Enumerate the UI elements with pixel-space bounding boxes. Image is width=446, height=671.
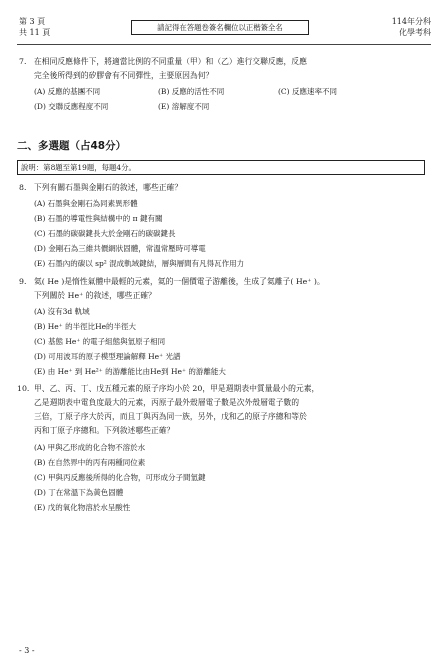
option-d: (D) 金剛石為三維共價網狀固體，常溫常壓時可導電 <box>34 244 206 253</box>
question-number: 9. <box>19 277 27 286</box>
subject-label: 化學考科 <box>399 28 431 37</box>
option-b: (B) 在自然界中的丙有兩種同位素 <box>34 458 146 467</box>
exam-year-label: 114年分科 <box>391 17 431 26</box>
option-b: (B) 反應的活性不同 <box>158 87 225 96</box>
question-stem-line: 甲、乙、丙、丁、戊五種元素的原子序均小於 20，甲是週期表中質量最小的元素， <box>34 384 320 393</box>
header-divider <box>17 44 431 45</box>
option-c: (C) 石墨的碳碳鍵長大於金剛石的碳碳鍵長 <box>34 229 176 238</box>
option-c: (C) 反應速率不同 <box>278 87 337 96</box>
option-a: (A) 反應的基團不同 <box>34 87 101 96</box>
option-e: (E) 溶解度不同 <box>158 102 210 111</box>
option-d: (D) 可用波耳的原子模型理論解釋 He⁺ 光譜 <box>34 352 181 361</box>
question-number: 10. <box>17 384 30 393</box>
option-e: (E) 由 He⁺ 到 He²⁺ 的游離能比由He到 He⁺ 的游離能大 <box>34 367 226 376</box>
question-stem-line: 完全後所得到的矽膠會有不同彈性，主要原因為何？ <box>34 71 214 80</box>
footer-page-number: - 3 - <box>19 646 35 655</box>
option-e: (E) 戊的氧化物溶於水呈酸性 <box>34 503 131 512</box>
question-stem-line: 下列有關石墨與金剛石的敘述，哪些正確？ <box>34 183 183 192</box>
question-number: 7. <box>19 57 27 66</box>
question-stem-line: 氦( He )是惰性氣體中最輕的元素，氦的一個價電子游離後，生成了氦離子( He⁺ )。 <box>34 277 325 286</box>
question-stem-line: 丙和丁原子序總和。下列敘述哪些正確？ <box>34 426 175 435</box>
option-b: (B) He⁺ 的半徑比He的半徑大 <box>34 322 137 331</box>
option-a: (A) 沒有3d 軌域 <box>34 307 90 316</box>
option-d: (D) 丁在常溫下為黃色固體 <box>34 488 124 497</box>
question-stem-line: 下列關於 He⁺ 的敘述，哪些正確？ <box>34 291 156 300</box>
option-e: (E) 石墨內的碳以 sp² 混成軌域鍵結，層與層間有凡得瓦作用力 <box>34 259 245 268</box>
question-stem-line: 在相同反應條件下，將適當比例的不同重量（甲）和（乙）進行交聯反應，反應 <box>34 57 307 66</box>
section-instructions: 說明：第8題至第19題，每題4分。 <box>17 160 425 175</box>
question-stem-line: 乙是週期表中電負度最大的元素，丙原子最外殼層電子數是次外殼層電子數的 <box>34 398 300 407</box>
option-b: (B) 石墨的導電性與結構中的 π 鍵有關 <box>34 214 163 223</box>
option-c: (C) 甲與丙反應後所得的化合物，可形成分子間氫鍵 <box>34 473 206 482</box>
option-a: (A) 甲與乙形成的化合物不溶於水 <box>34 443 146 452</box>
total-pages-line: 共 11 頁 <box>19 28 51 37</box>
question-number: 8. <box>19 183 27 192</box>
page-number-line: 第 3 頁 <box>19 17 46 26</box>
option-c: (C) 基態 He⁺ 的電子組態與氫原子相同 <box>34 337 166 346</box>
signature-notice: 請記得在答題卷簽名欄位以正楷簽全名 <box>131 20 309 35</box>
question-stem-line: 三倍，丁原子序大於丙，而且丁與丙為同一族，另外，戊和乙的原子序總和等於 <box>34 412 307 421</box>
option-d: (D) 交聯反應程度不同 <box>34 102 109 111</box>
section-title: 二、多選題（占48分） <box>17 140 127 152</box>
option-a: (A) 石墨與金剛石為同素異形體 <box>34 199 138 208</box>
